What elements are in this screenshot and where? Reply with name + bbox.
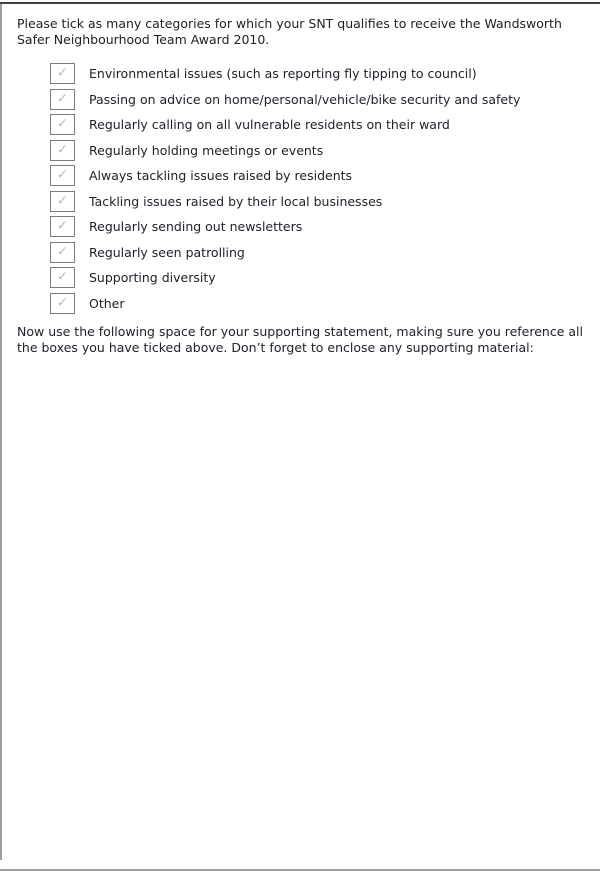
intro-line-1: Please tick as many categories for which your SNT qualifies to receive the Wandsworth	[17, 16, 562, 31]
checkmark-icon: ✓	[57, 116, 68, 132]
checklist-item-patrolling	[50, 242, 520, 263]
page-left-border	[0, 4, 2, 860]
checkmark-icon: ✓	[57, 142, 68, 157]
checklist-item-label: Other	[89, 295, 125, 311]
checkmark-icon: ✓	[57, 295, 68, 310]
checkbox-advice[interactable]	[50, 89, 75, 110]
supporting-statement-area	[4, 360, 596, 865]
checkmark-icon: ✓	[57, 218, 68, 234]
checklist-item-meetings	[50, 140, 520, 161]
checkbox-diversity[interactable]	[50, 267, 75, 288]
checklist-item-label: Regularly seen patrolling	[89, 244, 245, 260]
intro-paragraph	[17, 16, 562, 48]
checklist-item-advice	[50, 89, 520, 110]
checklist-item-label: Regularly calling on all vulnerable residents on their ward	[89, 117, 450, 132]
checklist-item-residents-issues	[50, 165, 520, 186]
checkbox-newsletters[interactable]	[50, 216, 75, 237]
checkbox-other[interactable]	[50, 293, 75, 314]
checkbox-residents-issues[interactable]	[50, 165, 75, 186]
statement-prompt-line-1: Now use the following space for your supporting statement, making sure you reference all	[17, 324, 583, 339]
checklist-item-vulnerable-residents	[50, 114, 520, 135]
checkbox-vulnerable-residents[interactable]	[50, 114, 75, 135]
checklist-item-label: Regularly holding meetings or events	[89, 142, 324, 158]
checkbox-patrolling[interactable]	[50, 242, 75, 263]
checklist-item-label: Tackling issues raised by their local businesses	[89, 193, 383, 209]
checklist-item-label: Regularly sending out newsletters	[89, 219, 303, 234]
intro-line-2: Safer Neighbourhood Team Award 2010.	[17, 32, 270, 47]
checklist-item-label: Always tackling issues raised by residents	[89, 168, 353, 183]
checkbox-business-issues[interactable]	[50, 191, 75, 212]
checklist-item-diversity	[50, 267, 520, 288]
category-checklist	[50, 63, 520, 318]
checklist-item-newsletters	[50, 216, 520, 237]
checklist-item-business-issues	[50, 191, 520, 212]
checkmark-icon: ✓	[57, 244, 68, 259]
page-bottom-border	[0, 869, 600, 871]
checkmark-icon: ✓	[57, 167, 68, 183]
statement-prompt-line-2: the boxes you have ticked above. Don’t forget to enclose any supporting material:	[17, 340, 534, 355]
statement-prompt-paragraph	[17, 324, 583, 356]
checkmark-icon: ✓	[57, 193, 68, 208]
checklist-item-label: Supporting diversity	[89, 270, 216, 285]
checklist-item-label: Passing on advice on home/personal/vehicle/bike security and safety	[89, 91, 521, 107]
checklist-item-environmental	[50, 63, 520, 84]
checkmark-icon: ✓	[57, 65, 68, 81]
checkmark-icon: ✓	[57, 269, 68, 285]
checklist-item-other	[50, 293, 520, 314]
page-top-border	[0, 2, 600, 4]
checkbox-meetings[interactable]	[50, 140, 75, 161]
checkbox-environmental[interactable]	[50, 63, 75, 84]
checklist-item-label: Environmental issues (such as reporting fly tipping to council)	[89, 66, 477, 81]
checkmark-icon: ✓	[57, 91, 68, 106]
